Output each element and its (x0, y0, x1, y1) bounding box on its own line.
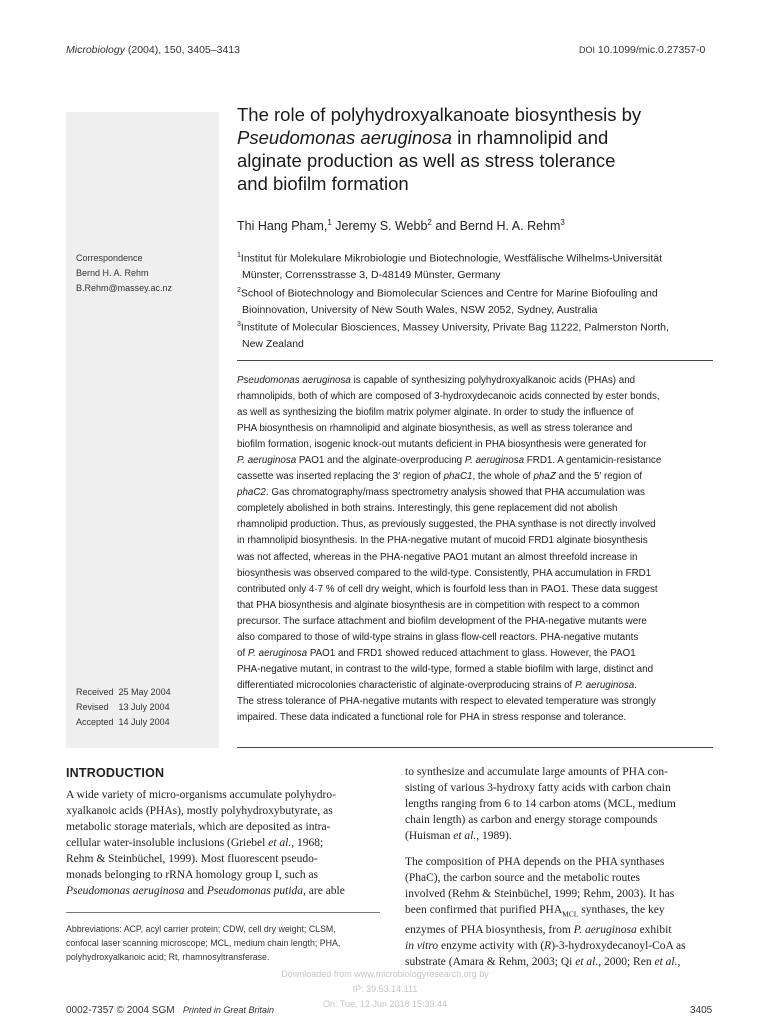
title-line: and biofilm formation (237, 173, 409, 194)
date-label: Received (76, 687, 114, 697)
author: and Bernd H. A. Rehm (431, 219, 561, 234)
aff-sup: 1 (237, 252, 241, 259)
aff-line: Bioinnovation, University of New South Wales, NSW 2052, Sydney, Australia (242, 303, 598, 316)
abs-italic: P. aeruginosa (247, 647, 308, 659)
body-text: substrate (Amara & Rehm, 2003; Qi (405, 956, 576, 969)
abstract (237, 373, 713, 726)
abbr-line: confocal laser scanning microscope; MCL, medium chain length; PHA, (66, 938, 341, 948)
body-line: (PhaC), the carbon source and the metabolic routes (405, 872, 641, 884)
author: Jeremy S. Webb (331, 219, 428, 234)
body-line: lengths ranging from 6 to 14 carbon atoms (MCL, medium (405, 798, 676, 810)
body-italic: Pseudomonas aeruginosa (66, 885, 185, 897)
abs-italic: P. aeruginosa (574, 679, 635, 691)
abs-line: also compared to those of wild-type strains in glass flow-cell reactors. PHA-negative mutants (237, 631, 639, 643)
abs-line: PHA biosynthesis on rhamnolipid and alginate biosynthesis, as well as stress tolerance and (237, 423, 633, 435)
abs-text: , the whole of (472, 471, 534, 483)
abs-line: rhamnolipids, both of which are composed of 3-hydroxydecanoic acids connected by ester bonds, (237, 391, 660, 403)
body-text: , 2000; Ren (598, 956, 655, 969)
footnote-rule (66, 912, 380, 913)
divider-bottom (237, 747, 713, 748)
abs-text: PAO1 and the alginate-overproducing (296, 455, 465, 467)
aff-line: School of Biotechnology and Biomolecular Sciences and Centre for Marine Biofouling and (240, 287, 658, 300)
title-text: in rhamnolipid and (451, 127, 609, 148)
correspondence-email[interactable]: B.Rehm@massey.ac.nz (76, 283, 172, 293)
body-line: to synthesize and accumulate large amounts of PHA con- (405, 766, 668, 778)
doi (579, 44, 705, 56)
abs-text: is capable of synthesizing polyhydroxyalkanoic acids (PHAs) and (350, 375, 636, 386)
abs-text: . Gas chromatography/mass spectrometry analysis showed that PHA accumulation was (265, 487, 645, 499)
abs-text: differentiated microcolonies characteristic of alginate-overproducing strains of (237, 679, 575, 691)
watermark-line: On: Tue, 12 Jun 2018 15:39:44 (322, 999, 448, 1009)
affiliation-1 (237, 248, 717, 283)
download-watermark (240, 969, 530, 1009)
abs-text: . (634, 679, 637, 691)
body-line: monads belonging to rRNA homology group I, such as (66, 869, 319, 881)
body-text: )-3-hydroxydecanoyl-CoA as (551, 940, 686, 953)
page-number: 3405 (690, 1005, 713, 1016)
abbreviations (66, 922, 380, 964)
watermark-line: IP: 39.53.14.111 (352, 984, 418, 994)
abbr-line: polyhydroxyalkanoic acid; Rt, rhamnosyltransferase. (66, 952, 270, 962)
correspondence (76, 251, 172, 296)
body-line: xyalkanoic acids (PHAs), mostly polyhydroxybutyrate, as (66, 805, 333, 817)
body-text: synthases, the key (578, 904, 665, 916)
body-text: enzymes of PHA biosynthesis, from (405, 924, 574, 937)
aff-sup: 2 (237, 287, 241, 294)
title-line: The role of polyhydroxyalkanoate biosynthesis by (237, 104, 642, 125)
author: Thi Hang Pham, (237, 219, 328, 234)
affiliation-3 (237, 317, 717, 352)
body-text: enzyme activity with ( (438, 940, 545, 953)
body-italic: et al. (654, 956, 678, 969)
body-italic: in vitro (405, 940, 439, 953)
author-sup: 2 (427, 218, 432, 227)
printed-in: Printed in Great Britain (182, 1005, 274, 1015)
abs-italic: P. aeruginosa (464, 455, 525, 467)
body-text: exhibit (636, 924, 672, 937)
date-received (76, 685, 171, 700)
aff-line: Münster, Corrensstrasse 3, D-48149 Münster, Germany (242, 268, 501, 281)
aff-line: Institut für Molekulare Mikrobiologie und Biotechnologie, Westfälische Wilhelms-Universität (240, 252, 663, 265)
body-italic: R (544, 940, 552, 953)
body-text: and (184, 885, 207, 897)
abs-line: in rhamnolipid biosynthesis. In the PHA-negative mutant of mucoid FRD1 alginate biosynthesis (237, 535, 648, 547)
paragraph-gap (405, 844, 713, 854)
author-sup: 1 (327, 218, 332, 227)
abs-text: and the 5′ region of (555, 471, 643, 483)
abs-italic: P. aeruginosa (237, 455, 297, 467)
journal-name: Microbiology (66, 44, 125, 56)
aff-line: New Zealand (242, 337, 304, 350)
abs-line: contributed only 4·7 % of cell dry weight, which is fourfold less than in PAO1. These data suggest (237, 583, 658, 595)
authors (237, 218, 565, 233)
abs-line: rhamnolipid production. Thus, as previously suggested, the PHA synthase is not directly involved (237, 519, 656, 531)
body-italic: et al. (453, 830, 477, 842)
date-value: 13 July 2004 (118, 702, 170, 712)
body-line: Rehm & Steinbüchel, 1999). Most fluorescent pseudo- (66, 853, 318, 865)
body-text: (Huisman (405, 830, 454, 842)
date-revised (76, 700, 171, 715)
aff-sup: 3 (237, 321, 241, 328)
abs-text: FRD1. A gentamicin-resistance (524, 455, 662, 467)
abs-line: was not affected, whereas in the PHA-negative PAO1 mutant an almost threefold increase in (237, 551, 638, 563)
abs-line: completely abolished in both strains. Interestingly, this gene replacement did not abolish (237, 503, 618, 515)
body-line: involved (Rehm & Steinbüchel, 1999; Rehm, 2003). It has (405, 888, 675, 900)
abs-italic: phaC1 (443, 471, 473, 483)
abs-italic: phaC2 (237, 487, 266, 499)
body-italic: Pseudomonas putida (206, 885, 304, 897)
abs-line: biofilm formation, isogenic knock-out mutants deficient in PHA biosynthesis were generated for (237, 439, 647, 451)
issn: 0002-7357 © 2004 SGM (66, 1005, 175, 1016)
abs-line: biosynthesis was observed compared to the wild-type. Consistently, PHA accumulation in FRD1 (237, 567, 652, 579)
abs-line: The stress tolerance of PHA-negative mutants with respect to elevated temperature was strongly (237, 695, 656, 707)
body-italic: et al. (268, 837, 292, 849)
body-line: sisting of various 3-hydroxy fatty acids with carbon chain (405, 782, 671, 794)
doi-label: DOI (579, 45, 596, 55)
body-text: , are able (303, 885, 345, 897)
citation: (2004), 150, 3405–3413 (124, 44, 240, 56)
date-label: Accepted (76, 717, 114, 727)
abs-line: precursor. The surface attachment and biofilm development of the PHA-negative mutants were (237, 615, 647, 627)
correspondence-label: Correspondence (76, 253, 143, 263)
abs-italic: phaZ (533, 471, 556, 483)
body-line: The composition of PHA depends on the PHA synthases (405, 856, 665, 868)
sidebar (66, 112, 219, 748)
title-line: alginate production as well as stress tolerance (237, 150, 616, 171)
watermark-line: Downloaded from www.microbiologyresearch.org by (281, 969, 489, 979)
date-label: Revised (76, 702, 109, 712)
body-text: , 1968; (291, 837, 324, 849)
species-name: Pseudomonas aeruginosa (237, 127, 452, 148)
footer-issn (66, 1005, 274, 1016)
body-text: cellular water-insoluble inclusions (Griebel (66, 837, 269, 849)
body-line: chain length) as carbon and energy storage compounds (405, 814, 658, 826)
aff-line: Institute of Molecular Biosciences, Massey University, Private Bag 11222, Palmerston North, (240, 321, 669, 334)
abbr-line: Abbreviations: ACP, acyl carrier protein; CDW, cell dry weight; CLSM, (66, 924, 336, 934)
affiliation-2 (237, 283, 717, 318)
date-accepted (76, 715, 171, 730)
body-text: , (677, 956, 681, 969)
article-dates (76, 685, 171, 730)
body-text: , 1989). (476, 830, 512, 842)
body-text: been confirmed that purified PHA (405, 904, 563, 916)
abs-text: cassette was inserted replacing the 3′ region of (237, 471, 444, 483)
doi-value: 10.1099/mic.0.27357-0 (595, 44, 706, 56)
body-italic: et al. (575, 956, 599, 969)
abs-line: impaired. These data indicated a functional role for PHA in stress response and tolerance. (237, 711, 627, 723)
section-heading-introduction: INTRODUCTION (66, 766, 165, 780)
intro-right-column (405, 764, 713, 970)
body-sub: MCL (562, 909, 579, 919)
journal-citation (66, 44, 240, 56)
divider-top (237, 360, 713, 361)
abs-text: PAO1 and FRD1 showed reduced attachment to glass. However, the PAO1 (307, 647, 636, 659)
correspondence-name: Bernd H. A. Rehm (76, 268, 149, 278)
date-value: 14 July 2004 (118, 717, 170, 727)
abs-italic: Pseudomonas aeruginosa (237, 375, 351, 386)
abs-line: PHA-negative mutant, in contrast to the wild-type, formed a stable biofilm with large, distinct and (237, 663, 654, 675)
author-sup: 3 (560, 218, 565, 227)
body-italic: P. aeruginosa (573, 924, 637, 937)
abs-line: as well as synthesizing the biofilm matrix polymer alginate. In order to study the influence of (237, 407, 634, 419)
body-line: A wide variety of micro-organisms accumulate polyhydro- (66, 789, 336, 801)
body-line: metabolic storage materials, which are deposited as intra- (66, 821, 331, 833)
abs-text: of (237, 647, 248, 659)
article-title (237, 103, 717, 195)
abs-line: that PHA biosynthesis and alginate biosynthesis are in competition with respect to a common (237, 599, 640, 611)
intro-left-column (66, 787, 380, 899)
date-value: 25 May 2004 (118, 687, 171, 697)
title-line (237, 126, 717, 149)
